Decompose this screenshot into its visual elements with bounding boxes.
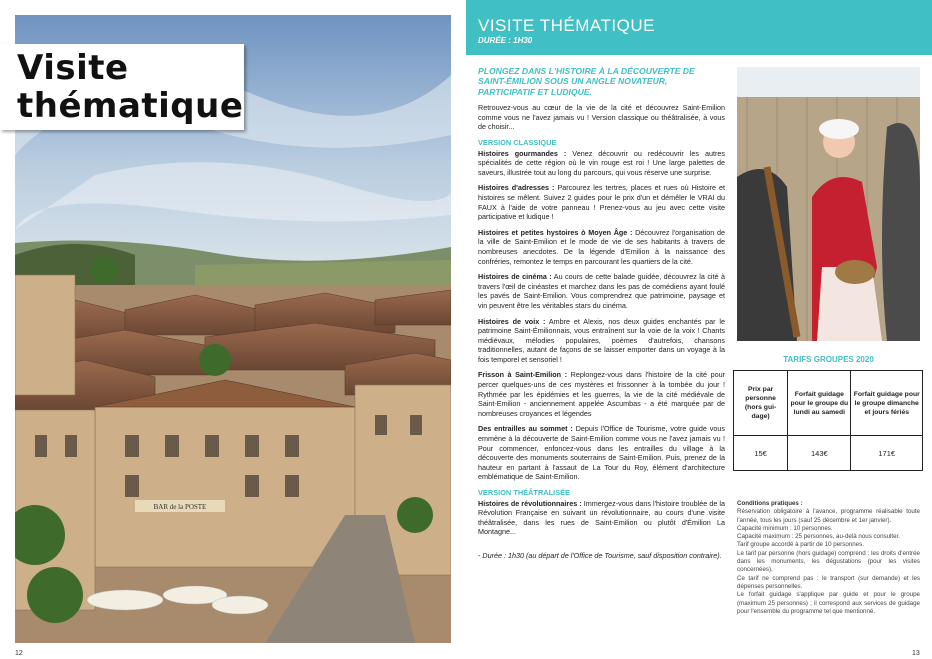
page-title-box — [0, 44, 244, 130]
conditions-block — [737, 500, 920, 616]
condition-line: Réservation obligatoire à l'avance, programme réalisable toute l'année, tous les jours (sauf 25 décembre et 1er janvier). — [737, 508, 920, 524]
right-page-number: 13 — [912, 650, 920, 657]
bar-sign-text: BAR de la POSTE — [153, 503, 207, 511]
header-duration: DURÉE : 1H30 — [478, 36, 533, 45]
item-title: Histoires de cinéma : — [478, 272, 552, 282]
main-text-column — [478, 66, 725, 567]
item-5 — [478, 370, 725, 418]
item-title: Histoires et petites hystoires ò Moyen Âge : — [478, 227, 633, 237]
header-title: VISITE THÉMATIQUE — [478, 16, 655, 35]
item-title: Frisson à Saint-Emilion : — [478, 370, 568, 380]
lead-text: PLONGEZ DANS L'HISTOIRE À LA DÉCOUVERTE DE SAINT-ÉMILION SOUS UN ANGLE NOVATEUR, PARTICIPATIF ET LUDIQUE. — [478, 66, 695, 97]
value-cell: 143€ — [788, 436, 851, 471]
item-title: Des entrailles au sommet : — [478, 424, 573, 434]
header-cell: Forfait guidage pour le groupe dimanche et jours fériés — [851, 371, 923, 436]
header-cell: Forfait guidage pour le groupe du lundi au samedi — [788, 371, 851, 436]
costumed-guide-photo — [737, 67, 920, 341]
item-title: Histoires de voix : — [478, 316, 546, 326]
page-title-line2: thématique — [17, 86, 244, 126]
item-3 — [478, 272, 725, 310]
theatre-item — [478, 499, 725, 537]
table-row — [734, 371, 923, 436]
item-text: Venez découvrir ou redécouvrir les autres spécialités de cette région où le vin rouge est roi ! Une large palettes de saveurs, illustrée tout au long du parcours, qui vous réserve une surprise. — [478, 148, 725, 177]
left-page-number: 12 — [15, 650, 23, 657]
intro-text: Retrouvez-vous au cœur de la vie de la cité et découvrez Saint-Emilion comme vous ne l'avez jamais vu ! Version classique ou théâtralisée, à vous de choisir... — [478, 103, 725, 132]
tarifs-title: TARIFS GROUPES 2020 — [783, 355, 874, 364]
value-cell: 171€ — [851, 436, 923, 471]
value-cell: 15€ — [734, 436, 788, 471]
version-classique-heading: VERSION CLASSIQUE — [478, 138, 557, 147]
condition-line: Le forfait guidage s'applique par guide et pour le groupe (maximum 25 personnes) ; il correspond aux services de guidage pour l'ensemble du programme tel que mentionné. — [737, 591, 920, 615]
item-title: Histoires gourmandes : — [478, 148, 567, 158]
item-6 — [478, 424, 725, 482]
item-text: Parcourez les tertres, places et rues où Histoire et histoires se mêlent. Suivez 2 guides pour le prix d'un et démêler le VRAI du FAUX à l'aide de votre panneau ! Prenez-vous au jeu avec cette visite participative et ludique ! — [478, 183, 725, 222]
item-text: Découvrez l'organisation de la ville de Saint-Emilion et le mode de vie de ses habitants à travers de nombreuses anecdotes. De la légende d'Emilion à la naissance des confréries, remontez le temps en parcourant les quartiers de la cité. — [478, 227, 725, 266]
header-cell: Prix par personne (hors gui-dage) — [734, 371, 788, 436]
page-title-line1: Visite — [17, 48, 129, 88]
tarifs-table — [733, 370, 923, 471]
item-2 — [478, 228, 725, 266]
version-theatralisee-heading: VERSION THÉÂTRALISÉE — [478, 488, 570, 497]
item-title: Histoires d'adresses : — [478, 183, 555, 193]
item-text: Immergez-vous dans l'histoire troublée de la Révolution Française en suivant un révolutionnaire, au cours d'une visite théâtralisée, dans les rues de Saint-Emilion ou plutôt d'Émilion La Montagne... — [478, 498, 725, 537]
table-row — [734, 436, 923, 471]
item-text: Depuis l'Office de Tourisme, votre guide vous emmène à la découverte de Saint-Emilion comme vous ne l'avez jamais vu ! Pour commencer, enfoncez-vous dans les entrailles du village à la découverte des monuments souterrains de Saint-Emilion. Puis, prenez de la hauteur en partant à l'assaut de La Tour du Roy, élément d'architecture emblématique de Saint-Emilion. — [478, 424, 725, 482]
item-text: Ambre et Alexis, nos deux guides enchantés par le patrimoine Saint-Émilionnais, vous entraînent sur la voie de la voix ! Chants médiévaux, mélodies populaires, poèmes d'autrefois, chansons traditionnelles, autant de façons de se laisser emporter dans un voyage à la fois temporel et sensoriel ! — [478, 316, 725, 364]
item-title: Histoires de révolutionnaires : — [478, 498, 582, 508]
conditions-title: Conditions pratiques : — [737, 500, 803, 507]
condition-line: Tarif groupe accordé à partir de 10 personnes. — [737, 541, 864, 549]
duree-note: - Durée : 1h30 (au départ de l'Office de Tourisme, sauf disposition contraire). — [478, 550, 722, 560]
condition-line: Ce tarif ne comprend pas : le transport (sur demande) et les dépenses personnelles. — [737, 574, 920, 590]
condition-line: Capacité maximum : 25 personnes, au-delà nous consulter. — [737, 533, 901, 541]
condition-line: Le tarif par personne (hors guidage) comprend : les droits d'entrée dans les monuments, les dégustations (pour les visites concernées). — [737, 549, 920, 574]
item-text: Au cours de cette balade guidée, découvrez la cité à travers l'œil de cinéastes et marchez dans les pas de comédiens ayant foulé les pavés de Saint-Emilion. Vous comprendrez que patrimoine, paysage et vin peuvent être les véritables stars du cinéma. — [478, 272, 725, 310]
item-text: Replongez-vous dans l'histoire de la cité pour percer quelques-uns de ces mystères et frissonner à la tombée du jour ! Rythmée par les épidémies et les guerres, la vie de la cité médiévale de Saint-Emilion - anciennement appelée Ascumbas - a été marquée par de nombreuses croyances et légendes — [478, 370, 725, 418]
header-band — [466, 0, 932, 55]
item-1 — [478, 183, 725, 221]
condition-line: Capacité minimum : 10 personnes. — [737, 524, 833, 532]
item-0 — [478, 149, 725, 178]
item-4 — [478, 317, 725, 365]
